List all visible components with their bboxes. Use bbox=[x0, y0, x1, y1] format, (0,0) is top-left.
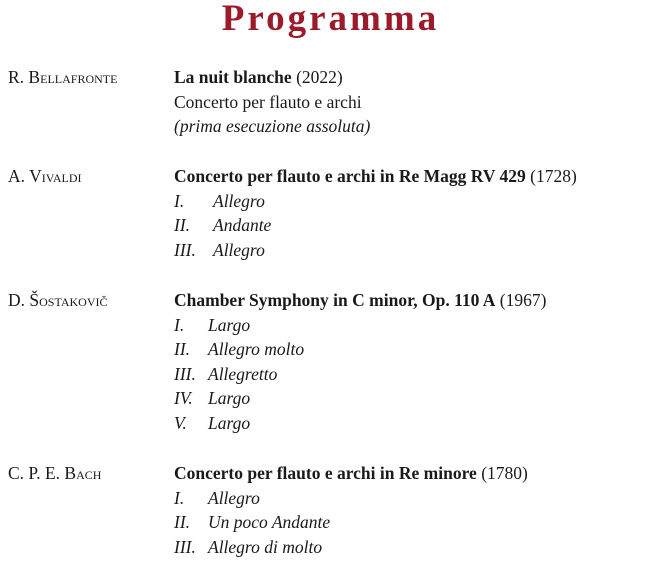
composer-name: A. Vivaldi bbox=[8, 166, 82, 186]
page-title: Programma bbox=[221, 0, 440, 39]
work-title: La nuit blanche bbox=[174, 67, 292, 87]
work-year: (1780) bbox=[481, 463, 528, 483]
work-heading bbox=[174, 164, 661, 189]
work-subtitle: Concerto per flauto e archi bbox=[174, 91, 362, 112]
movement-item: III. Allegro bbox=[174, 239, 265, 260]
movement-item: I. Allegro bbox=[174, 487, 260, 508]
movement-item: V. Largo bbox=[174, 412, 251, 433]
composer-name: C. P. E. Bach bbox=[8, 463, 102, 483]
movement-item: II. Andante bbox=[174, 215, 272, 235]
work-heading bbox=[174, 461, 661, 486]
work-note: (prima esecuzione assoluta) bbox=[174, 116, 371, 136]
work-heading bbox=[174, 288, 661, 313]
work-year: (2022) bbox=[296, 67, 343, 87]
work-heading bbox=[174, 65, 661, 90]
work-details bbox=[174, 288, 661, 435]
work-details bbox=[174, 65, 661, 139]
movement-item: II. Un poco Andante bbox=[174, 512, 331, 532]
movement-item: II. Allegro molto bbox=[174, 339, 305, 359]
work-details bbox=[174, 164, 661, 262]
work-title: Chamber Symphony in C minor, Op. 110 A bbox=[174, 290, 496, 310]
movement-item: I. Allegro bbox=[174, 190, 265, 211]
movement-item: IV. Largo bbox=[174, 388, 251, 408]
movement-item: III. Allegro di molto bbox=[174, 536, 323, 557]
composer-name: D. Šostakovič bbox=[8, 290, 108, 310]
work-details bbox=[174, 461, 661, 559]
work-year: (1967) bbox=[499, 290, 547, 310]
work-title: Concerto per flauto e archi in Re minore bbox=[174, 463, 477, 483]
work-title: Concerto per flauto e archi in Re Magg RV 429 bbox=[174, 166, 526, 186]
movement-item: I. Largo bbox=[174, 314, 251, 335]
composer-name: R. Bellafronte bbox=[8, 67, 118, 87]
work-year: (1728) bbox=[530, 166, 577, 186]
movement-item: III. Allegretto bbox=[174, 363, 278, 384]
